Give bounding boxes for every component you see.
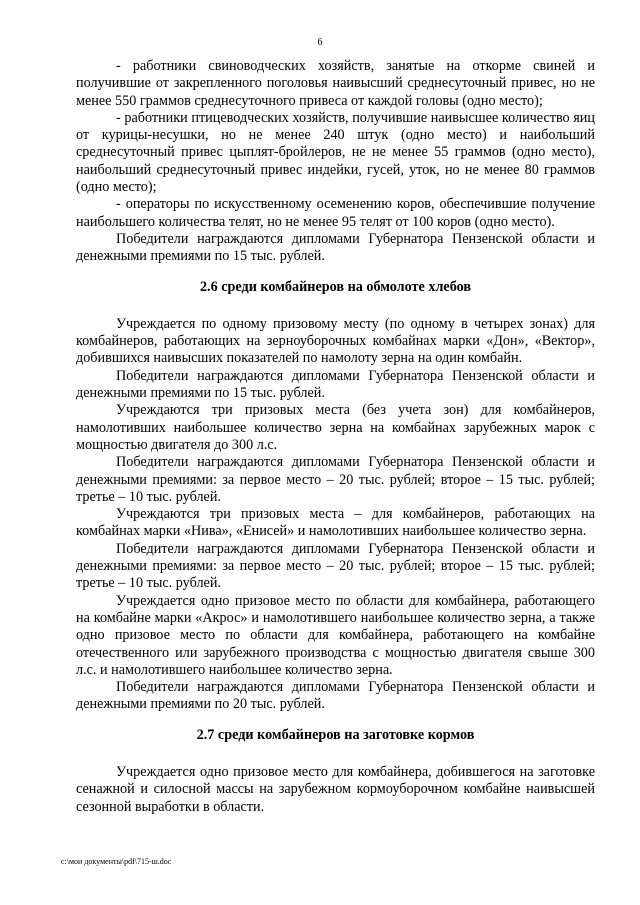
spacer — [76, 266, 595, 279]
award-paragraph: Победители награждаются дипломами Губернатора Пензенской области и денежными премиями по 15 тыс. рублей. — [76, 230, 595, 265]
paragraph: Учреждается по одному призовому месту (по одному в четырех зонах) для комбайнеров, работающих на зерноуборочных комбайнах марки «Дон», «Вектор», добившихся наивысших показателей по намолоту зерна на один комбайн. — [76, 315, 595, 367]
document-body — [76, 58, 595, 816]
section-heading-forage: 2.7 среди комбайнеров на заготовке кормов — [196, 726, 475, 743]
spacer — [76, 744, 595, 764]
spacer — [76, 714, 595, 727]
paragraph: Учреждается одно призовое место по области для комбайнера, работающего на комбайне марки «Акрос» и намолотившего наибольшее количество зерна, а также одно призовое место по области для комбайнера, работающего на комбайне отечественного или зарубежного производства с мощностью двигателя свыше 300 л.с. и намолотившего наибольшее количество зерна. — [76, 592, 595, 678]
paragraph: Учреждаются три призовых места – для комбайнеров, работающих на комбайнах марки «Нива», «Енисей» и намолотивших наибольшее количество зерна. — [76, 506, 595, 540]
list-item-pig-farmers: - работники свиноводческих хозяйств, занятые на откорме свиней и получившие от закрепленного поголовья наивысший среднесуточный привес, но не менее 550 граммов среднесуточного привеса от каждой головы (одно место); — [76, 58, 595, 109]
award-paragraph: Победители награждаются дипломами Губернатора Пензенской области и денежными премиями: за первое место – 20 тыс. рублей; второе – 15 тыс. рублей; третье – 10 тыс. рублей. — [76, 540, 595, 592]
section-heading-threshing: 2.6 среди комбайнеров на обмолоте хлебов — [199, 278, 472, 295]
paragraph: Учреждается одно призовое место для комбайнера, добившегося на заготовке сенажной и силосной массы на зарубежном кормоуборочном комбайне наивысшей сезонной выработки в области. — [76, 763, 595, 815]
award-paragraph: Победители награждаются дипломами Губернатора Пензенской области и денежными премиями: за первое место – 20 тыс. рублей; второе – 15 тыс. рублей; третье – 10 тыс. рублей. — [76, 454, 595, 505]
paragraph: Учреждаются три призовых места (без учета зон) для комбайнеров, намолотивших наибольшее количество зерна на комбайнах зарубежных марок с мощностью двигателя до 300 л.с. — [76, 402, 595, 453]
list-item-insemination-operators: - операторы по искусственному осеменению коров, обеспечившие получение наибольшего количества телят, но не менее 95 телят от 100 коров (одно место). — [76, 196, 595, 230]
spacer — [76, 296, 595, 316]
award-paragraph: Победители награждаются дипломами Губернатора Пензенской области и денежными премиями по 20 тыс. рублей. — [76, 679, 595, 713]
award-paragraph: Победители награждаются дипломами Губернатора Пензенской области и денежными премиями по 15 тыс. рублей. — [76, 367, 595, 402]
file-path-footer: c:\мои документы\pdf\715-ш.doc — [61, 857, 172, 866]
list-item-poultry-farmers: - работники птицеводческих хозяйств, получившие наивысшее количество яиц от курицы-несушки, но не менее 240 штук (одно место) и наибольший среднесуточный привес цыплят-бройлеров, не не менее 55 граммов (одно место), наибольший среднесуточный привес индейки, гусей, уток, но не менее 80 граммов (одно место); — [76, 109, 595, 196]
page-number: 6 — [317, 37, 323, 48]
